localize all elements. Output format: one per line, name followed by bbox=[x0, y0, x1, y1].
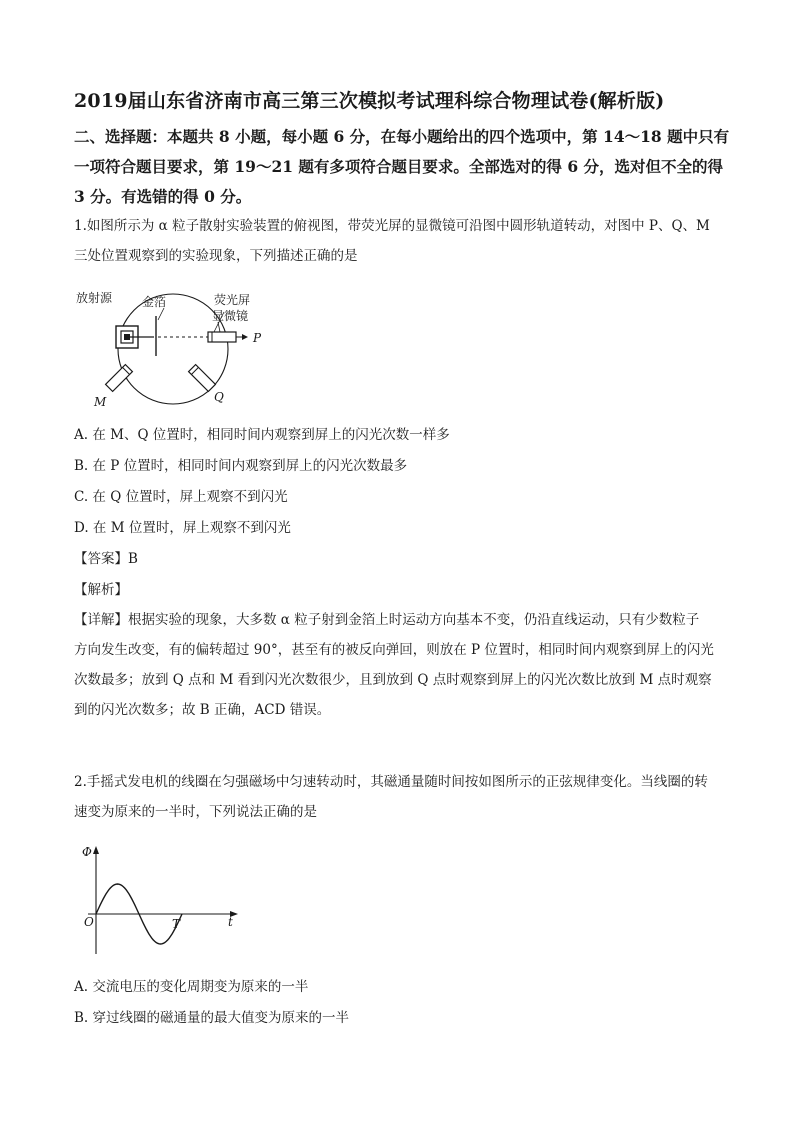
m-label: M bbox=[94, 395, 107, 409]
y-axis-arrow-icon bbox=[93, 846, 99, 854]
q1-answer: 【答案】B bbox=[74, 551, 138, 567]
source-label: 放射源 bbox=[76, 291, 113, 305]
q1-detail-line: 方向发生改变，有的偏转超过 90°，甚至有的被反向弹回，则放在 P 位置时，相同时间内观察到屏上的闪光 bbox=[74, 642, 714, 658]
section-line: 一项符合题目要求，第 19～21 题有多项符合题目要求。全部选对的得 6 分，选对但不全的得 bbox=[74, 157, 724, 176]
q1-stem-line: 三处位置观察到的实验现象，下列描述正确的是 bbox=[74, 248, 358, 264]
period-label: T bbox=[172, 917, 181, 931]
q2-flux-graph bbox=[76, 842, 246, 964]
section-line: 二、选择题：本题共 8 小题，每小题 6 分，在每小题给出的四个选项中，第 14～18 题中只有 bbox=[74, 127, 730, 146]
screen-label: 荧光屏 bbox=[214, 293, 251, 307]
foil-label: 金箔 bbox=[142, 295, 167, 309]
q1-option-d: D. 在 M 位置时，屏上观察不到闪光 bbox=[74, 520, 291, 536]
q1-option-b: B. 在 P 位置时，相同时间内观察到屏上的闪光次数最多 bbox=[74, 458, 408, 474]
q1-option-a: A. 在 M、Q 位置时，相同时间内观察到屏上的闪光次数一样多 bbox=[74, 427, 450, 443]
q1-detail bbox=[74, 605, 726, 725]
q2-option-a: A. 交流电压的变化周期变为原来的一半 bbox=[74, 979, 309, 995]
q2-option-b: B. 穿过线圈的磁通量的最大值变为原来的一半 bbox=[74, 1010, 350, 1026]
q1-detail-line: 【详解】根据实验的现象，大多数 α 粒子射到金箔上时运动方向基本不变，仍沿直线运动，只有少数粒子 bbox=[74, 612, 700, 628]
microscope-q bbox=[189, 365, 216, 392]
radioactive-source-core bbox=[124, 334, 130, 340]
microscope-label: 显微镜 bbox=[212, 309, 249, 323]
microscope-m bbox=[106, 365, 133, 392]
q1-analysis-heading: 【解析】 bbox=[74, 582, 128, 598]
section-instructions bbox=[74, 122, 730, 212]
q1-stem bbox=[74, 211, 726, 271]
p-label: P bbox=[253, 331, 262, 345]
q1-detail-line: 次数最多；放到 Q 点和 M 看到闪光次数很少，且到放到 Q 点时观察到屏上的闪光次数比放到 M 点时观察 bbox=[74, 672, 712, 688]
q2-stem-line: 速变为原来的一半时，下列说法正确的是 bbox=[74, 804, 317, 820]
y-axis-label: Φ bbox=[82, 845, 92, 859]
x-axis-label: t bbox=[228, 915, 233, 929]
q1-stem-line: 1.如图所示为 α 粒子散射实验装置的俯视图，带荧光屏的显微镜可沿图中圆形轨道转动，对图中 P、Q、M bbox=[74, 218, 710, 234]
arrow-icon bbox=[242, 334, 248, 340]
q2-stem bbox=[74, 767, 726, 827]
q1-scattering-apparatus-figure bbox=[74, 288, 274, 410]
q2-stem-line: 2.手摇式发电机的线圈在匀强磁场中匀速转动时，其磁通量随时间按如图所示的正弦规律变化。当线圈的转 bbox=[74, 774, 708, 790]
q-label: Q bbox=[214, 390, 224, 404]
foil-leader-line bbox=[158, 308, 164, 320]
section-line: 3 分。有选错的得 0 分。 bbox=[74, 187, 252, 206]
q1-option-c: C. 在 Q 位置时，屏上观察不到闪光 bbox=[74, 489, 288, 505]
document-title: 2019届山东省济南市高三第三次模拟考试理科综合物理试卷(解析版) bbox=[74, 90, 665, 112]
origin-label: O bbox=[84, 915, 94, 929]
microscope-leader-line bbox=[218, 322, 220, 332]
q1-detail-line: 到的闪光次数多；故 B 正确，ACD 错误。 bbox=[74, 702, 331, 718]
